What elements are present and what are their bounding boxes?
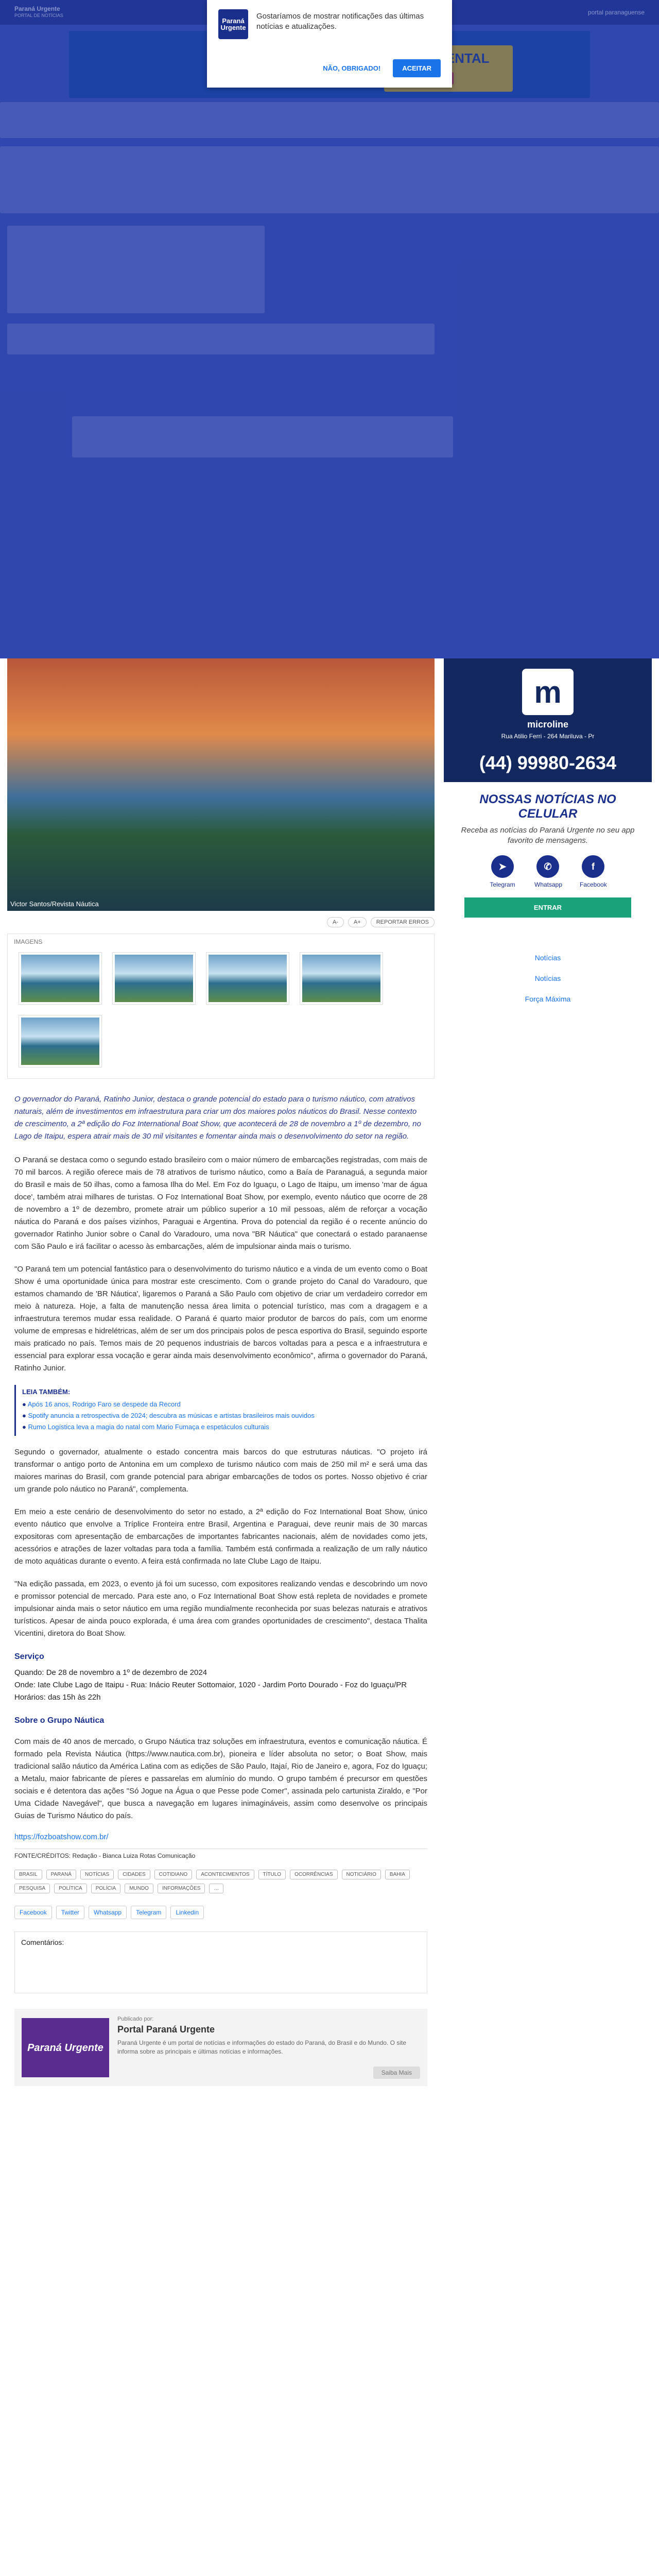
facebook-channel[interactable]	[580, 855, 606, 888]
whatsapp-icon: ✆	[536, 855, 559, 878]
tag[interactable]: MUNDO	[125, 1884, 153, 1893]
tag[interactable]: CIDADES	[118, 1870, 150, 1879]
service-where: Onde: Iate Clube Lago de Itaipu - Rua: Inácio Reuter Sottomaior, 1020 - Jardim Porto Dourado - Foz do Iguaçu/PR	[14, 1681, 407, 1689]
related-link[interactable]: ● Após 16 anos, Rodrigo Faro se despede da Record	[22, 1399, 421, 1410]
tag[interactable]: TÍTULO	[258, 1870, 286, 1879]
share-linkedin-button[interactable]: Linkedin	[170, 1906, 204, 1919]
report-error-button[interactable]: REPORTAR ERROS	[371, 917, 435, 927]
share-facebook-button[interactable]: Facebook	[14, 1906, 52, 1919]
channel-label: Telegram	[490, 881, 515, 888]
font-increase-button[interactable]: A+	[348, 917, 367, 927]
channel-label: Facebook	[580, 881, 607, 888]
related-title: LEIA TAMBÉM:	[22, 1388, 71, 1396]
tag[interactable]: POLÍCIA	[91, 1884, 120, 1893]
facebook-icon: f	[582, 855, 604, 878]
font-decrease-button[interactable]: A-	[327, 917, 344, 927]
consent-message: Gostaríamos de mostrar notificações das últimas notícias e atualizações.	[256, 12, 424, 31]
accept-button[interactable]: ACEITAR	[393, 59, 441, 77]
tag[interactable]: PARANÁ	[46, 1870, 76, 1879]
gallery-thumb[interactable]	[113, 953, 195, 1004]
article-paragraph: O Paraná se destaca como o segundo estado brasileiro com o maior número de embarcações registradas, com mais de 70 mil barcos. A região oferece mais de 78 atrativos de turismo náutico, como a Baía de Paranaguá, a segunda maior do Brasil e mais de 50 ilhas, como a famosa Ilha do Mel. Em Foz do Iguaçu, o Lago de Itaipu, um imenso 'mar de água doce', também atrai milhares de turistas. O Foz International Boat Show, por exemplo, evento náutico que ocorre de 28 de novembro a 1º de dezembro, promete atrair um público superior a 10 mil pessoas, além de reforçar a vocação náutica do Paraná e dos países vizinhos, Paraguai e Argentina. Prova do potencial da região é o recente anúncio do governador Ratinho Junior sobre o Canal do Varadouro, uma nova "BR Náutica" que conectará o estado paranaense com São Paulo e irá facilitar o acesso às embarcações, além de impulsionar ainda mais o turismo.	[14, 1156, 427, 1251]
article-paragraph: Segundo o governador, atualmente o estado concentra mais barcos do que estruturas náuticas. "O projeto irá transformar o antigo porto de Antonina em um complexo de turismo náutico com mais de 250 mil m² e será uma das maiores marinas do Brasil, com grande potencial para abrigar embarcações de todos os portes. Nosso objetivo é criar um grande polo náutico no Paraná", complementa.	[14, 1448, 427, 1494]
share-telegram-button[interactable]: Telegram	[131, 1906, 166, 1919]
tag-list	[14, 1870, 427, 1893]
sidebar-image-link[interactable]: Força Máxima	[525, 995, 571, 1003]
tag[interactable]: …	[209, 1884, 223, 1893]
source-credit: FONTE/CRÉDITOS: Redação - Bianca Luiza Rotas Comunicação	[14, 1849, 427, 1862]
ad-phone: (44) 99980-2634	[479, 752, 617, 773]
consent-logo: Paraná Urgente	[218, 9, 248, 39]
tag[interactable]: NOTICIÁRIO	[342, 1870, 381, 1879]
comments-label: Comentários:	[21, 1938, 64, 1946]
newsletter-box	[444, 782, 652, 928]
tag[interactable]: OCORRÊNCIAS	[290, 1870, 337, 1879]
enter-button[interactable]: ENTRAR	[464, 897, 631, 918]
whatsapp-channel[interactable]	[534, 855, 561, 888]
microline-logo-icon: m	[522, 669, 574, 715]
gallery-thumb[interactable]	[300, 953, 383, 1004]
sidebar-image-link[interactable]: Notícias	[534, 954, 561, 962]
ad-brand: microline	[527, 719, 569, 730]
newsletter-title: NOSSAS NOTÍCIAS NO CELULAR	[479, 792, 616, 821]
tag[interactable]: INFORMAÇÕES	[158, 1884, 205, 1893]
article-tools	[7, 911, 435, 934]
gallery-thumb[interactable]	[206, 953, 289, 1004]
telegram-channel[interactable]	[489, 855, 516, 888]
share-twitter-button[interactable]: Twitter	[56, 1906, 84, 1919]
tag[interactable]: BAHIA	[385, 1870, 410, 1879]
author-published-by: Publicado por:	[117, 2016, 154, 2022]
gallery-label: IMAGENS	[14, 938, 43, 945]
gallery-thumb[interactable]	[19, 1015, 101, 1067]
tag[interactable]: BRASIL	[14, 1870, 42, 1879]
ad-address: Rua Atilio Ferri - 264 Mariluva - Pr	[501, 733, 595, 740]
article-paragraph: "O Paraná tem um potencial fantástico para o desenvolvimento do turismo náutico e a vinda de um evento como o Boat Show é uma oportunidade única para mostrar este crescimento. Com o grande projeto do Canal do Varadouro, que estamos chamando de 'BR Náutica', ligaremos o Paraná a São Paulo com objetivo de criar um verdadeiro corredor em meio à natureza. Hoje, a falta de manutenção nessa área limita o potencial turístico, mas com a dragagem e a infraestrutura teremos mudar essa realidade. O Paraná é quarto maior produtor de barcos do país, com um enorme volume de empresas e hidrelétricas, além de ser um dos principais polos de pesca esportiva do Brasil, seguindo esporte mais praticado no país. Temos mais de 20 pequenos industriais de barcos voltadas para a pesca e a infraestrutura e essencial para explorar essa vocação e gerar ainda mais desenvolvimento econômico", afirma o governador do Paraná, Ratinho Junior.	[14, 1265, 427, 1372]
tag[interactable]: COTIDIANO	[154, 1870, 193, 1879]
article-paragraph: Com mais de 40 anos de mercado, o Grupo Náutica traz soluções em infraestrutura, eventos e comunicação náutica. É formado pela Revista Náutica (https://www.nautica.com.br), pioneira e líder absoluta no setor; o Boat Show, mais tradicional salão náutico da América Latina com as edições de São Paulo, Itajaí, Rio de Janeiro e, agora, Foz do Iguaçu; a Metalu, maior fabricante de píeres e passarelas em alumínio do mundo. O grupo também é precursor em questões sociais e é detentora das ações "Só Jogue na Água o que Pesse pode Comer", assinada pelo cartunista Ziraldo, e "Por Uma Cidade Navegável", que busca a navegação em lugares inimagináveis, assim como desenvolve os principais Guias de Turismo Náutico do país.	[14, 1737, 427, 1820]
article-lead: O governador do Paraná, Ratinho Junior, destaca o grande potencial do estado para o turismo náutico, com atrativos naturais, além de investimentos em infraestrutura para criar um dos maiores polos náuticos do Brasil. Nesse contexto de crescimento, a 2ª edição do Foz International Boat Show, que acontecerá de 28 de novembro a 1º de dezembro, no Lago de Itaipu, espera atrair mais de 30 mil visitantes e fomentar ainda mais o desenvolvimento do setor na região.	[14, 1095, 421, 1141]
about-title: Sobre o Grupo Náutica	[14, 1716, 105, 1725]
service-hours: Horários: das 15h às 22h	[14, 1693, 101, 1702]
share-whatsapp-button[interactable]: Whatsapp	[89, 1906, 127, 1919]
author-description: Paraná Urgente é um portal de notícias e informações do estado do Paraná, do Brasil e do Mundo. O site informa sobre as principais e últimas notícias e informações.	[117, 2039, 406, 2055]
tag[interactable]: NOTÍCIAS	[80, 1870, 114, 1879]
comments-section[interactable]	[14, 1931, 427, 1993]
notification-consent-dialog	[207, 0, 452, 88]
tag[interactable]: PESQUISA	[14, 1884, 50, 1893]
article-main	[7, 658, 435, 2102]
external-link[interactable]: https://fozboatshow.com.br/	[14, 1833, 109, 1841]
service-when: Quando: De 28 de novembro a 1º de dezembro de 2024	[14, 1668, 207, 1677]
related-links	[14, 1385, 427, 1436]
microline-ad[interactable]	[444, 658, 652, 782]
gallery-thumb[interactable]	[19, 953, 101, 1004]
tag[interactable]: POLÍTICA	[54, 1884, 87, 1893]
author-logo: Paraná Urgente	[22, 2018, 109, 2077]
newsletter-text: Receba as notícias do Paraná Urgente no seu app favorito de mensagens.	[461, 826, 635, 845]
sidebar-image-link[interactable]: Notícias	[534, 974, 561, 982]
related-link[interactable]: ● Rumo Logística leva a magia do natal com Mario Fumaça e espetáculos culturais	[22, 1421, 421, 1433]
article-paragraph: Em meio a este cenário de desenvolvimento do setor no estado, a 2ª edição do Foz International Boat Show, único evento náutico que envolve a Tríplice Fronteira entre Brasil, Argentina e Paraguai, deve reunir mais de 30 marcas expositoras com apresentação de embarcações de importantes fabricantes nacionais, além de novidades como jets, acessórios e atrações de lazer voltadas para toda a família. Também está confirmada a realização de um rally náutico de moto aquáticas durante o evento. A feira está confirmada no late Clube Lago de Itaipu.	[14, 1507, 427, 1566]
related-link[interactable]: ● Spotify anuncia a retrospectiva de 2024; descubra as músicas e artistas brasileiros mais ouvidos	[22, 1410, 421, 1421]
share-bar	[14, 1906, 427, 1919]
hero-caption: Victor Santos/Revista Náutica	[10, 900, 99, 908]
author-more-button[interactable]: Saiba Mais	[373, 2066, 420, 2079]
hero-image[interactable]	[7, 658, 435, 911]
channel-label: Whatsapp	[534, 881, 563, 888]
telegram-icon: ➤	[491, 855, 514, 878]
author-name[interactable]: Portal Paraná Urgente	[117, 2024, 215, 2035]
author-box	[14, 2009, 427, 2086]
sidebar	[444, 658, 652, 1003]
article-paragraph: "Na edição passada, em 2023, o evento já foi um sucesso, com expositores realizando vendas e descobrindo um novo e promissor potencial de mercado. Para este ano, o Foz International Boat Show está repleta de novidades e promete impulsionar ainda mais o setor náutico em uma região mundialmente reconhecida por suas belezas naturais e atrativos turísticos. Apesar de ainda pouco explorada, é uma área com grandes oportunidades de crescimento", destaca Thalita Vicentini, diretora do Boat Show.	[14, 1580, 427, 1638]
decline-button[interactable]: NÃO, OBRIGADO!	[323, 64, 381, 72]
tag[interactable]: ACONTECIMENTOS	[196, 1870, 254, 1879]
service-title: Serviço	[14, 1652, 44, 1661]
consent-overlay	[0, 0, 659, 658]
image-gallery	[7, 934, 435, 1079]
